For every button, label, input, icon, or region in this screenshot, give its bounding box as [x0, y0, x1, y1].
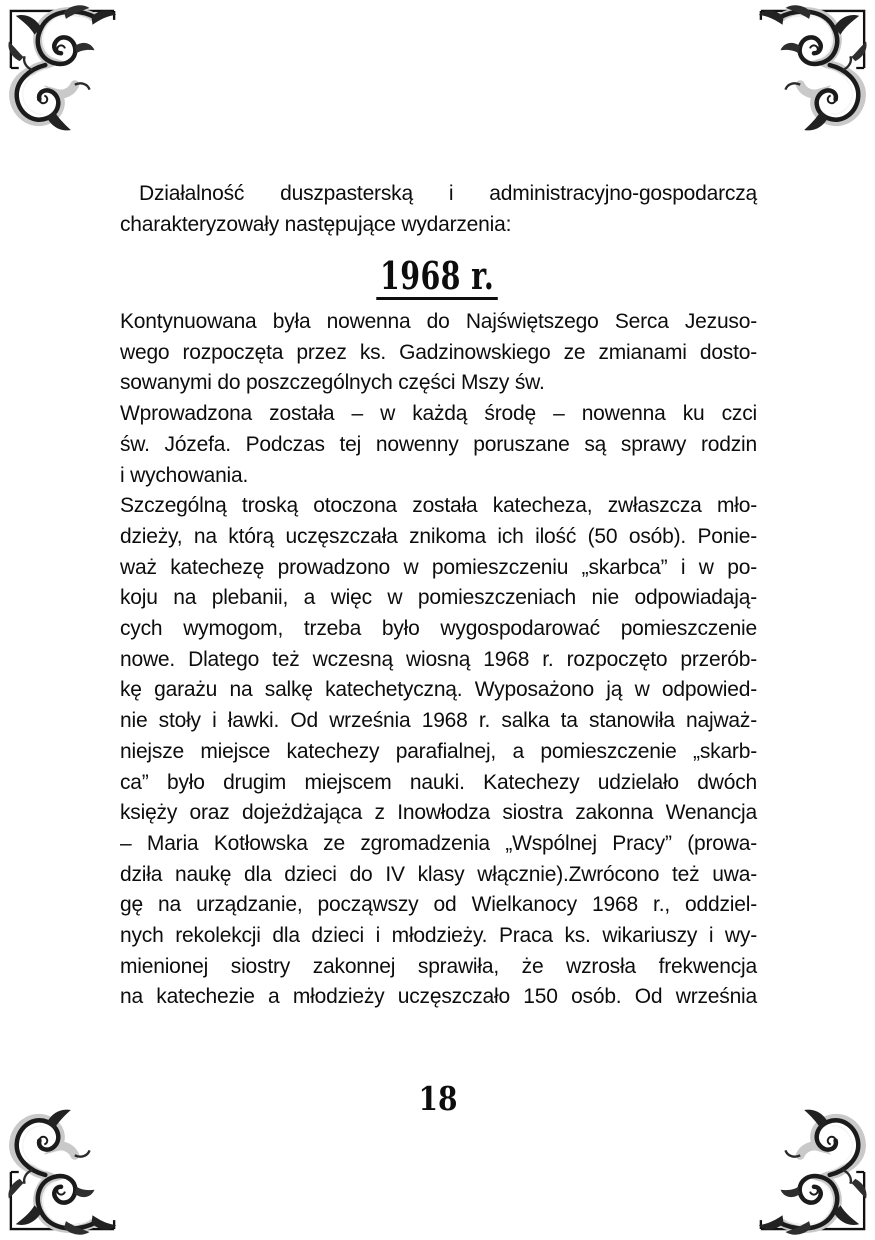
- text-line: nych rekolekcji dla dzieci i młodzieży. Praca ks. wikariuszy i wy-: [120, 924, 757, 948]
- text-line: – Maria Kotłowska ze zgromadzenia „Wspólnej Pracy” (prowa-: [120, 831, 757, 855]
- text-line: księży oraz dojeżdżająca z Inowłodza siostra zakonna Wenancja: [120, 801, 757, 825]
- text-line: dziła naukę dla dzieci do IV klasy włącznie).Zwrócono też uwa-: [120, 862, 757, 886]
- text-line: na katechezie a młodzieży uczęszczało 150 osób. Od września: [120, 985, 757, 1009]
- text-line: nowe. Dlatego też wczesną wiosną 1968 r. rozpoczęto przerób-: [120, 647, 757, 671]
- text-line: Kontynuowana była nowenna do Najświętszego Serca Jezuso-: [120, 310, 757, 333]
- year-heading-text: 1968 r.: [377, 257, 499, 300]
- text-line: waż katechezę prowadzono w pomieszczeniu „skarbca” i w po-: [120, 555, 757, 579]
- text-line: Działalność duszpasterską i administracyjno-gospodarczą: [139, 182, 757, 205]
- text-line: nie stoły i ławki. Od września 1968 r. salka ta stanowiła najważ-: [120, 709, 757, 733]
- text-line: wego rozpoczęta przez ks. Gadzinowskiego ze zmianami dosto-: [120, 340, 757, 364]
- text-line: kę garażu na salkę katechetyczną. Wyposażono ją w odpowied-: [120, 678, 757, 702]
- text-line: ca” było drugim miejscem nauki. Katechezy udzielało dwóch: [120, 770, 757, 794]
- corner-ornament-top-right: [754, 3, 872, 133]
- text-line: gę na urządzanie, począwszy od Wielkanocy 1968 r., oddziel-: [120, 893, 757, 917]
- text-line: charakteryzowały następujące wydarzenia:: [120, 212, 512, 236]
- text-line: sowanymi do poszczególnych części Mszy św.: [120, 371, 545, 395]
- page-number-text: 18: [417, 1079, 458, 1118]
- text-line: koju na plebanii, a więc w pomieszczeniach nie odpowiadają-: [120, 586, 757, 610]
- corner-ornament-top-left: [3, 3, 121, 133]
- text-line: Szczególną troską otoczona została katecheza, zwłaszcza mło-: [120, 494, 757, 518]
- text-line: św. Józefa. Podczas tej nowenny poruszane są sprawy rodzin: [120, 432, 757, 456]
- year-heading: [0, 253, 875, 300]
- corner-ornament-bottom-left: [3, 1107, 121, 1237]
- text-line: Wprowadzona została – w każdą środę – nowenna ku czci: [120, 402, 757, 426]
- corner-ornament-bottom-right: [754, 1107, 872, 1237]
- page-number: [0, 1079, 875, 1118]
- text-line: niejsze miejsce katechezy parafialnej, a pomieszczenie „skarb-: [120, 739, 757, 763]
- text-line: cych wymogom, trzeba było wygospodarować pomieszczenie: [120, 617, 757, 641]
- intro-paragraph: [120, 179, 757, 240]
- text-line: mienionej siostry zakonnej sprawiła, że wzrosła frekwencja: [120, 954, 757, 978]
- text-line: i wychowania.: [120, 463, 249, 487]
- text-line: dzieży, na którą uczęszczała znikoma ich ilość (50 osób). Ponie-: [120, 524, 757, 548]
- body-text: [120, 307, 757, 1013]
